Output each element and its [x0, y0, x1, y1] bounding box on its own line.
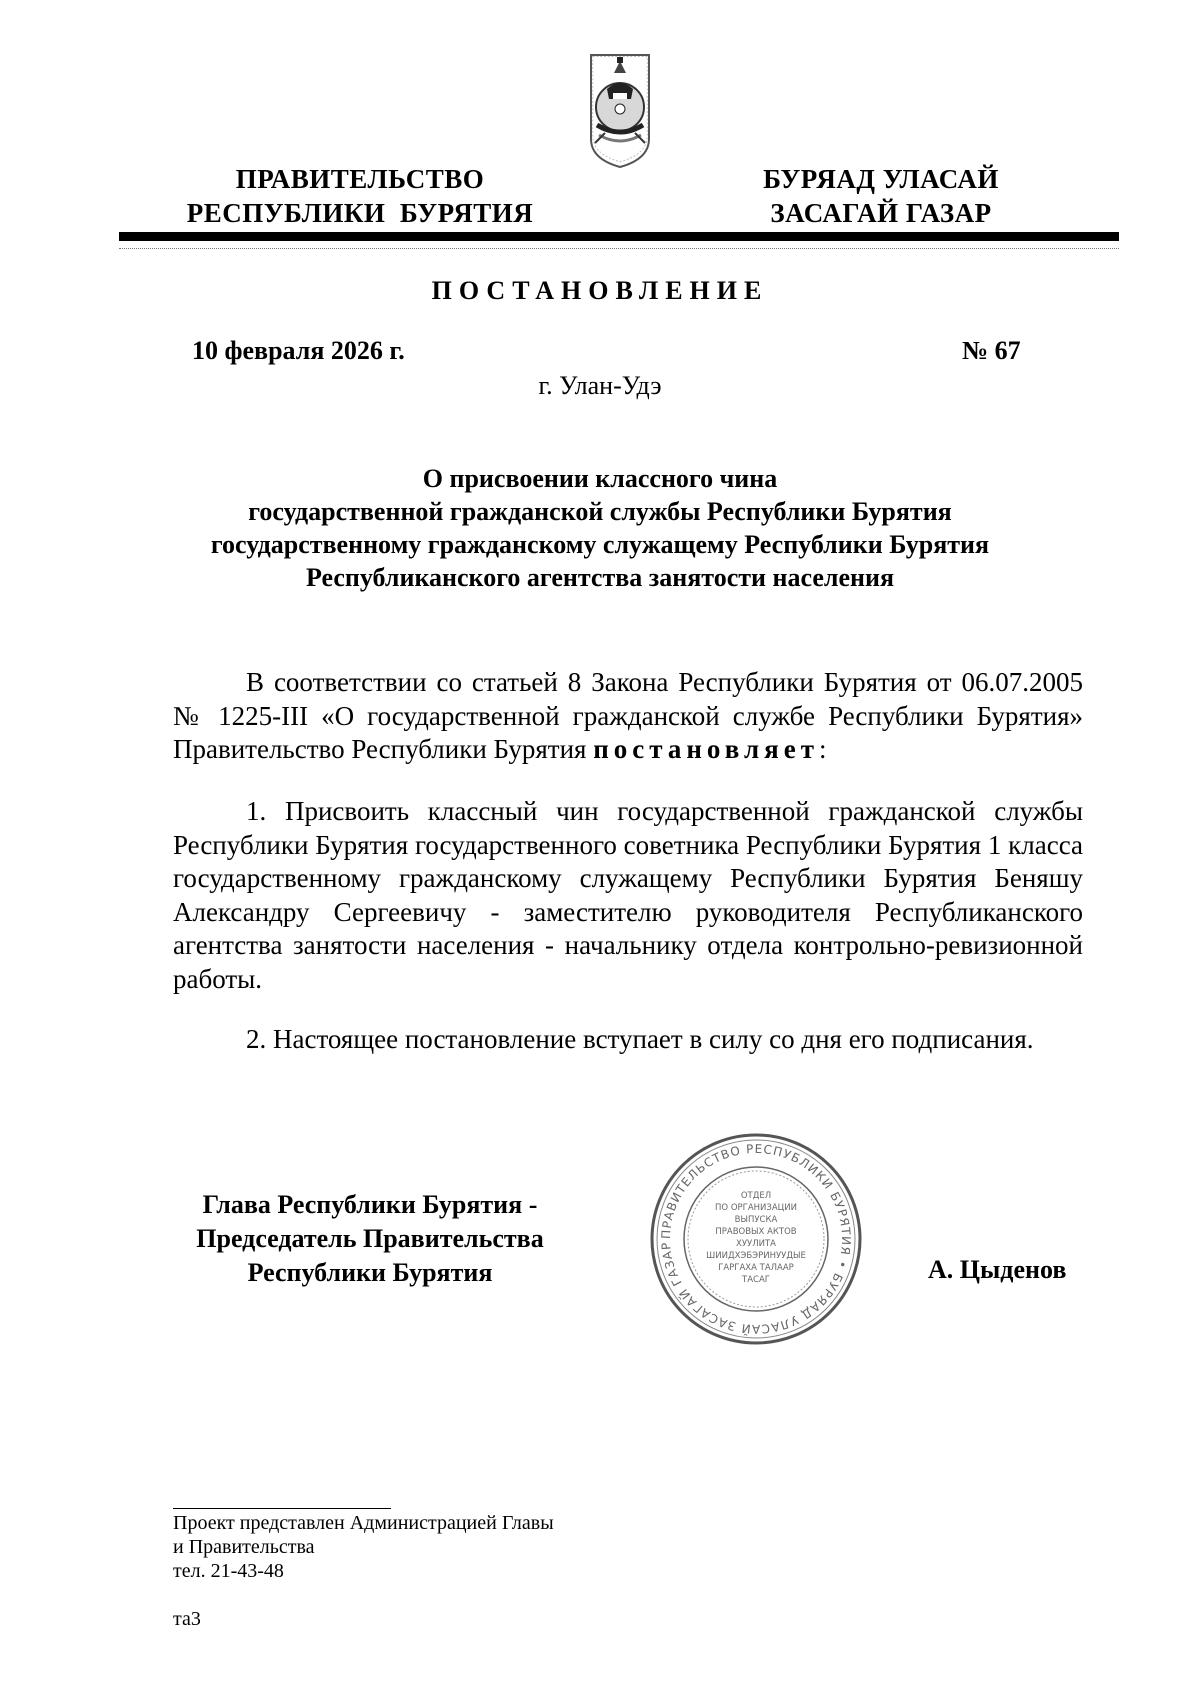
footer-line3: тел. 21-43-48	[173, 1560, 284, 1582]
seal-center-line: ГАРГАХА ТАЛААР	[718, 1263, 794, 1273]
header-right	[740, 162, 1022, 230]
item-2-paragraph: 2. Настоящее постановление вступает в силу со дня его подписания.	[246, 1024, 1034, 1054]
footer-divider	[173, 1508, 391, 1509]
document-city: г. Улан-Удэ	[538, 371, 662, 400]
seal-center-line: ВЫПУСКА	[734, 1215, 778, 1225]
document-title	[140, 462, 1060, 594]
signatory-line2: Председатель Правительства	[196, 1224, 544, 1253]
signatory-line3: Республики Бурятия	[247, 1258, 493, 1287]
signatory-line1: Глава Республики Бурятия -	[202, 1190, 538, 1219]
title-line: О присвоении классного чина	[422, 464, 778, 493]
intro-keyword: постановляет	[593, 734, 819, 764]
title-line: государственному гражданскому служащему Республики Бурятия	[210, 530, 990, 559]
seal-center-line: ХУУЛИТА	[736, 1239, 776, 1249]
header-right-line2: ЗАСАГАЙ ГАЗАР	[770, 198, 992, 228]
document-number: № 67	[962, 336, 1021, 365]
header-divider-thin	[119, 248, 1119, 249]
seal-center-line: ПРАВОВЫХ АКТОВ	[715, 1227, 797, 1237]
header-divider	[119, 232, 1119, 241]
document-type: ПОСТАНОВЛЕНИЕ	[431, 276, 769, 305]
title-line: государственной гражданской службы Республики Бурятия	[248, 497, 952, 526]
seal-center-line: ТАСАГ	[742, 1275, 770, 1285]
signatory-title	[170, 1188, 570, 1290]
intro-text: В соответствии со статьей 8 Закона Республики Бурятия от 06.07.2005 № 1225-III «О государственной гражданской службе Республики Бурятия» Правительство Республики Бурятия	[173, 667, 1083, 764]
header-left	[170, 162, 550, 230]
footer-line1: Проект представлен Администрацией Главы	[173, 1512, 554, 1534]
intro-end: :	[818, 734, 827, 764]
item-1-paragraph: 1. Присвоить классный чин государственной гражданской службы Республики Бурятия государственного советника Республики Бурятия 1 класса государственному гражданскому служащему Республики Бурятия Беняшу Александру Сергеевичу - заместителю руководителя Республиканского агентства занятости населения - начальнику отдела контрольно-ревизионной работы.	[173, 796, 1083, 994]
footer-note	[173, 1511, 554, 1583]
official-seal-stamp	[647, 1130, 865, 1348]
seal-outer-text: ПРАВИТЕЛЬСТВО РЕСПУБЛИКИ БУРЯТИЯ • БУРЯАД УЛАСАЙ ЗАСАГАЙ ГАЗАР	[658, 1141, 854, 1337]
title-line: Республиканского агентства занятости населения	[305, 563, 895, 592]
seal-center-line: ПО ОРГАНИЗАЦИИ	[715, 1203, 797, 1213]
seal-center-line: ШИИДХЭБЭРИНУУДЫЕ	[706, 1251, 806, 1261]
header-left-line1: ПРАВИТЕЛЬСТВО	[235, 164, 485, 194]
header-left-line2: РЕСПУБЛИКИ БУРЯТИЯ	[186, 198, 534, 228]
footer-initials: та3	[173, 1608, 201, 1630]
header-right-line1: БУРЯАД УЛАСАЙ	[763, 164, 999, 194]
document-date: 10 февраля 2026 г.	[192, 336, 405, 365]
signatory-name: А. Цыденов	[928, 1255, 1067, 1284]
footer-line2: и Правительства	[173, 1536, 315, 1558]
seal-center-line: ОТДЕЛ	[740, 1191, 772, 1201]
intro-paragraph	[173, 666, 1083, 767]
coat-of-arms-icon	[587, 47, 653, 171]
